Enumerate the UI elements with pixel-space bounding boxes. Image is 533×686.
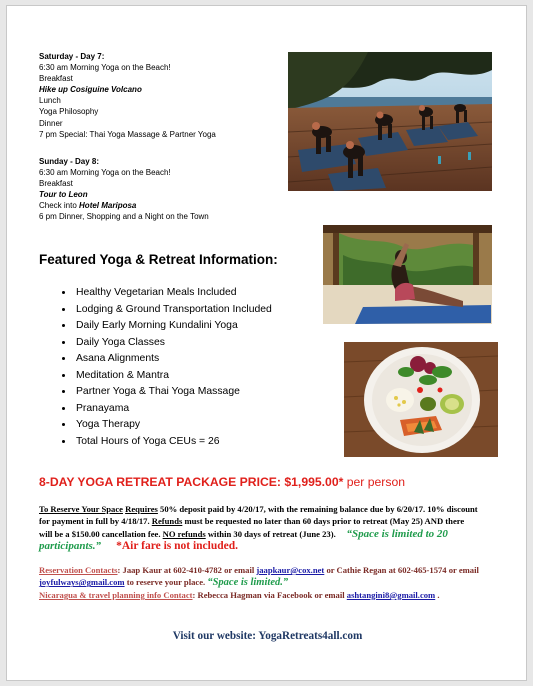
list-item: • Pranayama	[74, 401, 272, 418]
sunday-line: 6:30 am Morning Yoga on the Beach!	[39, 168, 171, 178]
nicaragua-text: .	[435, 590, 440, 600]
reservation-terms	[39, 503, 479, 552]
website-link[interactable]: YogaRetreats4all.com	[258, 630, 363, 642]
saturday-highlight: Hike up Cosiguine Volcano	[39, 85, 142, 95]
reservation-contacts	[39, 564, 509, 590]
contacts-text: : Jaap Kaur at 602-410-4782 or email	[117, 565, 257, 575]
seated-yoga-photo	[323, 225, 492, 324]
saturday-line: 6:30 am Morning Yoga on the Beach!	[39, 63, 171, 73]
reserve-heading: To Reserve Your Space	[39, 504, 123, 514]
terms-text: within 30 days of retreat (June 23).	[205, 528, 336, 539]
contacts-text: to reserve your place.	[124, 577, 208, 588]
requires-label: Requires	[125, 504, 158, 514]
no-refunds-label: NO refunds	[162, 528, 206, 539]
website-label: Visit our website:	[172, 630, 259, 642]
nicaragua-contact	[39, 589, 509, 601]
sunday-line: Breakfast	[39, 179, 73, 189]
website-line	[7, 630, 528, 642]
list-item: • Yoga Therapy	[74, 417, 272, 434]
list-item: • Daily Early Morning Kundalini Yoga	[74, 318, 272, 335]
list-item: • Healthy Vegetarian Meals Included	[74, 285, 272, 302]
saturday-heading: Saturday - Day 7:	[39, 52, 105, 61]
sunday-schedule	[39, 156, 209, 223]
email-link[interactable]: joyfulways@gmail.com	[39, 577, 125, 588]
price-amount: $1,995.00*	[284, 475, 344, 489]
saturday-schedule	[39, 51, 216, 140]
space-limited-note: “Space is limited.”	[207, 577, 289, 589]
checkin-prefix: Check into	[39, 201, 80, 211]
featured-title: Featured Yoga & Retreat Information:	[39, 252, 278, 267]
contacts-label: Reservation Contacts	[39, 565, 118, 575]
terms-text: must be requested no later than 60 days prior to retreat (May 25) AND there will be a $150.00 cancellation fee.	[39, 516, 465, 539]
list-item: • Daily Yoga Classes	[74, 335, 272, 352]
price-label: 8-DAY YOGA RETREAT PACKAGE PRICE:	[39, 475, 285, 489]
list-item: • Asana Alignments	[74, 351, 272, 368]
document-page	[6, 5, 527, 681]
saturday-line: Breakfast	[39, 74, 73, 84]
email-link[interactable]: ashtangini8@gmail.com	[346, 590, 436, 600]
nicaragua-text: : Rebecca Hagman via Facebook or email	[192, 590, 347, 600]
group-yoga-photo	[288, 52, 492, 191]
list-item: • Meditation & Mantra	[74, 368, 272, 385]
refunds-label: Refunds	[151, 516, 183, 527]
nicaragua-label: Nicaragua & travel planning info Contact	[39, 590, 193, 600]
sunday-checkin	[39, 200, 209, 211]
list-item: • Lodging & Ground Transportation Included	[74, 302, 272, 319]
list-item: • Partner Yoga & Thai Yoga Massage	[74, 384, 272, 401]
saturday-line: Yoga Philosophy	[39, 107, 99, 117]
sunday-heading: Sunday - Day 8:	[39, 157, 100, 166]
terms-text: 50% deposit paid by 4/20/17, with the remaining balance due by 6/20/17. 10% discount for payment in full by 4/18/17.	[39, 504, 478, 527]
checkin-hotel: Hotel Mariposa	[79, 201, 137, 211]
package-price	[39, 475, 405, 489]
featured-list	[45, 285, 272, 450]
saturday-line: Dinner	[39, 118, 63, 128]
saturday-line: 7 pm Special: Thai Yoga Massage & Partner Yoga	[39, 129, 216, 139]
vegetarian-meal-photo	[344, 342, 498, 457]
list-item: • Total Hours of Yoga CEUs = 26	[74, 434, 272, 451]
price-suffix: per person	[343, 475, 405, 489]
airfare-note: *Air fare is not included.	[116, 539, 239, 552]
contacts-text: or Cathie Regan at 602-465-1574 or email	[324, 565, 479, 575]
email-link[interactable]: jaapkaur@cox.net	[256, 565, 325, 575]
saturday-line: Lunch	[39, 96, 61, 106]
sunday-highlight: Tour to Leon	[39, 190, 88, 200]
space-limited-quote: “Space is limited to 20 participants.”	[39, 527, 448, 552]
sunday-line: 6 pm Dinner, Shopping and a Night on the Town	[39, 212, 209, 222]
